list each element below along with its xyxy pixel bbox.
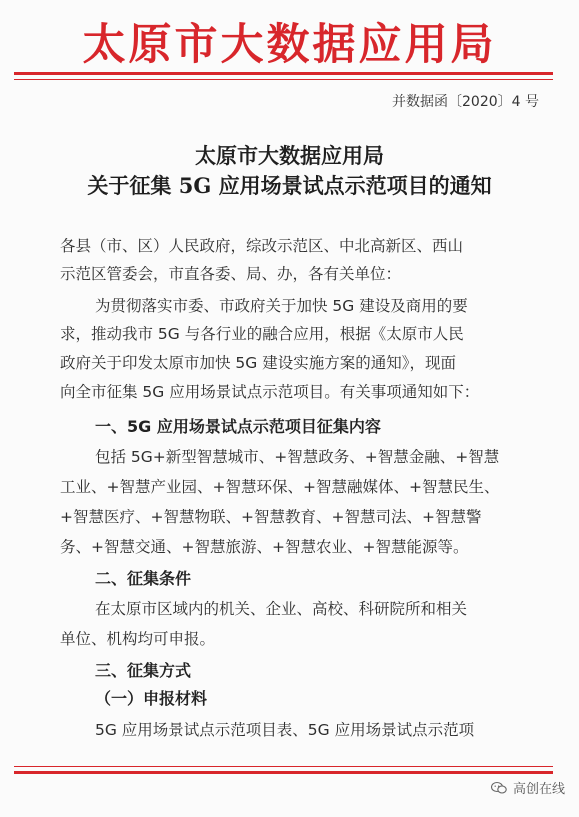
- footer-divider-thick: [14, 771, 553, 774]
- watermark-label: 高创在线: [512, 782, 565, 797]
- section3-sub1-line1: 5G 应用场景试点示范项目表、5G 应用场景试点示范项: [95, 721, 475, 739]
- intro-line3: 政府关于印发太原市加快 5G 建设实施方案的通知》，现面: [60, 354, 456, 372]
- section1-heading: 一、5G 应用场景试点示范项目征集内容: [95, 417, 381, 436]
- section1-line1: 包括 5G+新型智慧城市、+智慧政务、+智慧金融、+智慧: [95, 448, 500, 466]
- intro-line4: 向全市征集 5G 应用场景试点示范项目。有关事项通知如下：: [60, 383, 480, 401]
- notice-title-line2: 关于征集 5G 应用场景试点示范项目的通知: [87, 173, 492, 198]
- section3-heading: 三、征集方式: [95, 661, 192, 680]
- section1-line2: 工业、+智慧产业园、+智慧环保、+智慧融媒体、+智慧民生、: [60, 478, 500, 496]
- intro-line2: 求，推动我市 5G 与各行业的融合应用，根据《太原市人民: [60, 325, 464, 343]
- footer-divider-thin: [14, 766, 553, 767]
- section2-line2: 单位、机构均可申报。: [60, 630, 216, 648]
- section2-heading: 二、征集条件: [95, 569, 192, 588]
- intro-line1: 为贯彻落实市委、市政府关于加快 5G 建设及商用的要: [95, 297, 468, 315]
- recipients-line1: 各县（市、区）人民政府，综改示范区、中北高新区、西山: [60, 237, 464, 255]
- section3-sub1-heading: （一）申报材料: [95, 689, 208, 708]
- recipients-line2: 示范区管委会，市直各委、局、办，各有关单位：: [60, 265, 402, 283]
- section2-line1: 在太原市区域内的机关、企业、高校、科研院所和相关: [95, 600, 468, 618]
- notice-title-line1: 太原市大数据应用局: [195, 143, 384, 168]
- document-number: 并数据函〔2020〕4 号: [392, 94, 539, 110]
- letterhead-divider-thin: [14, 79, 553, 80]
- watermark: [491, 778, 565, 797]
- letterhead-title: 太原市大数据应用局: [82, 20, 497, 70]
- section1-line3: +智慧医疗、+智慧物联、+智慧教育、+智慧司法、+智慧警: [60, 508, 482, 526]
- section1-line4: 务、+智慧交通、+智慧旅游、+智慧农业、+智慧能源等。: [60, 538, 469, 556]
- letterhead-divider-thick: [14, 72, 553, 75]
- wechat-icon: [491, 781, 507, 795]
